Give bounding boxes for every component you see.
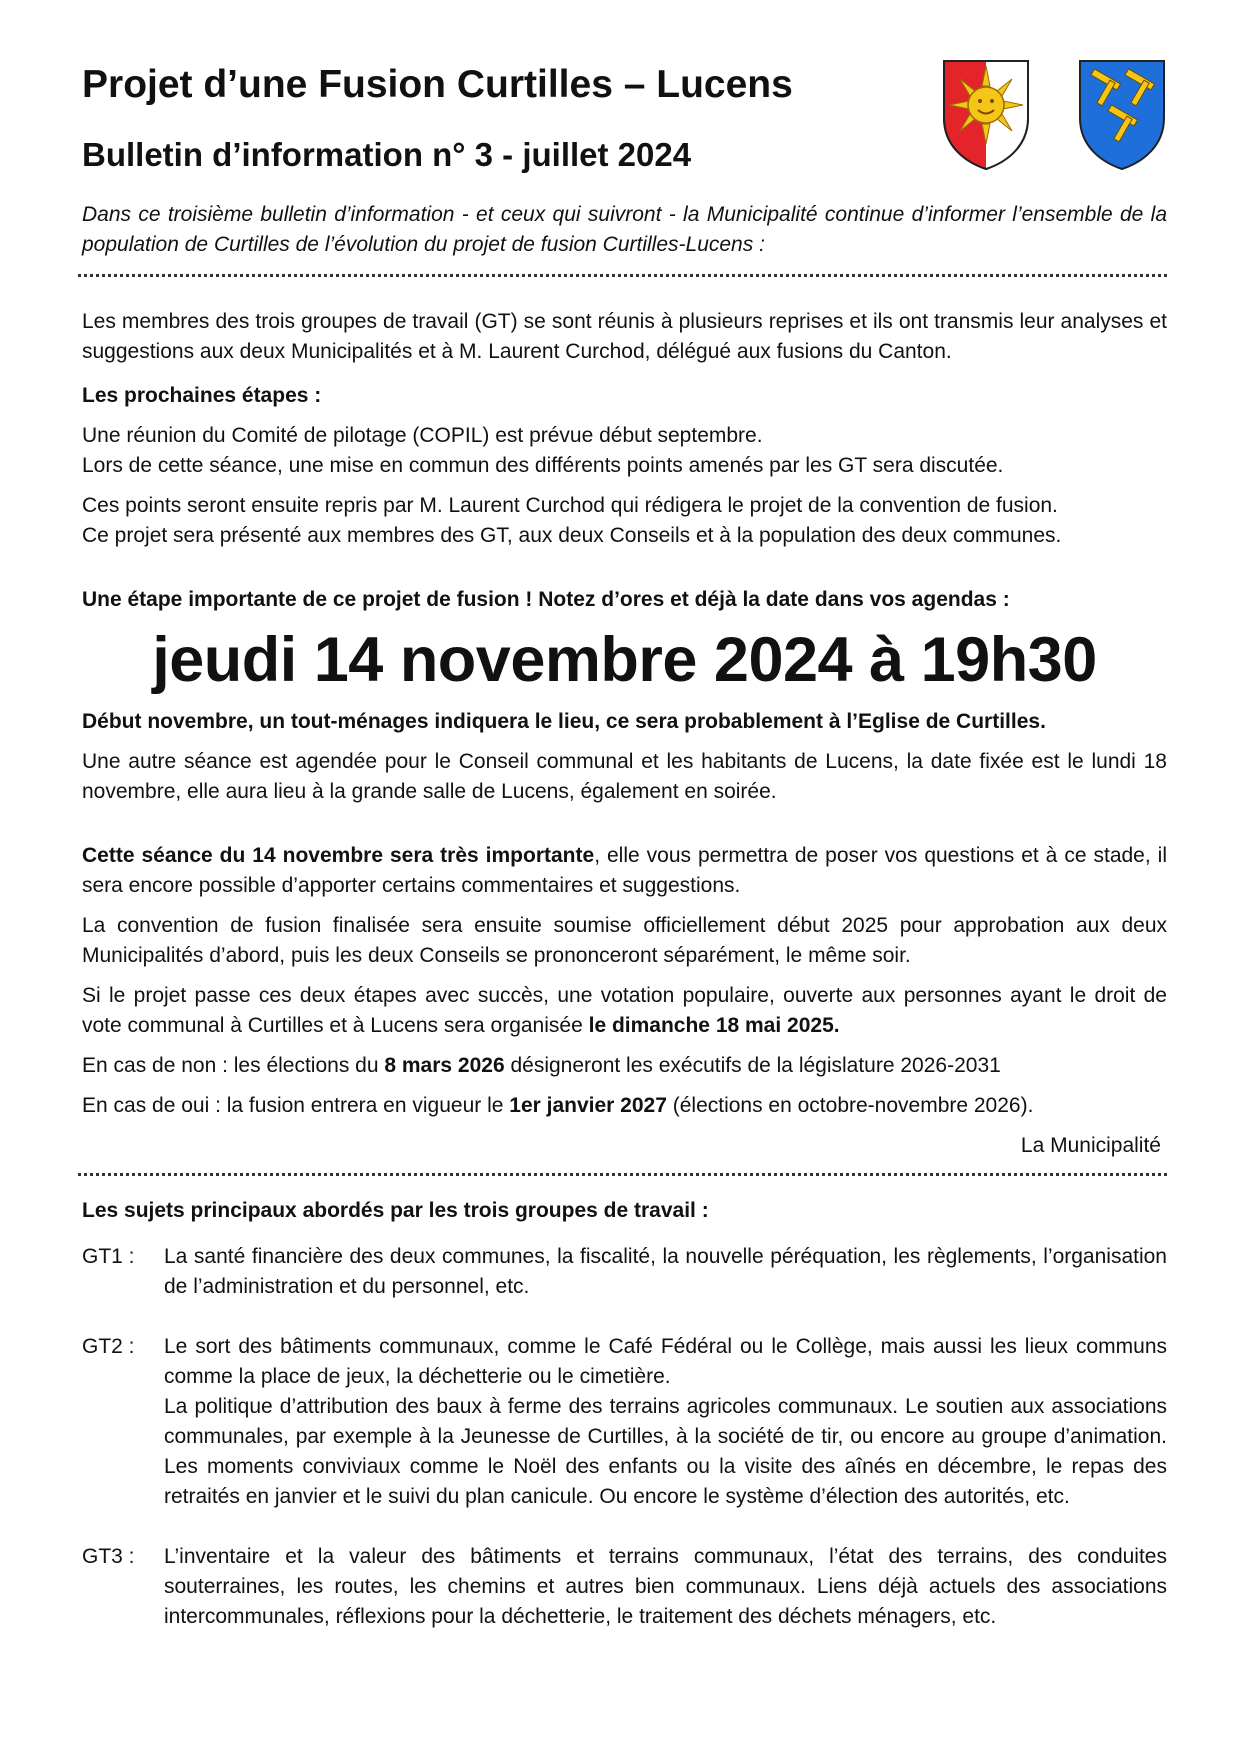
topic-gt1: [82, 1242, 1167, 1302]
topic-line: La politique d’attribution des baux à ferme des terrains agricoles communaux. Le soutien aux associations communales, par exemple à la Jeunesse de Curtilles, à la société de tir, ou encore au groupe d’animation. Les moments conviviaux comme le Noël des enfants ou la visite des aînés en décembre, le repas des retraités en janvier et le suivi du plan canicule. Ou encore le système d’élection des autorités, etc.: [164, 1394, 1167, 1508]
intro-paragraph: Dans ce troisième bulletin d’information - et ceux qui suivront - la Municipalité continue d’informer l’ensemble de la population de Curtilles de l’évolution du projet de fusion Curtilles-Lucens :: [82, 203, 1167, 257]
important-step-note: Une étape importante de ce projet de fusion ! Notez d’ores et déjà la date dans vos agendas :: [82, 588, 1010, 612]
topic-text: [164, 1542, 1167, 1632]
if-no-date: 8 mars 2026: [384, 1053, 505, 1077]
bulletin-page: [82, 52, 1167, 1632]
topic-line: Le sort des bâtiments communaux, comme le Café Fédéral ou le Collège, mais aussi les lieux communs comme la place de jeux, la déchetterie ou le cimetière.: [164, 1334, 1167, 1388]
topic-line: L’inventaire et la valeur des bâtiments et terrains communaux, l’état des terrains, des conduites souterraines, les routes, les chemins et autres bien communaux. Liens déjà actuels des associations intercommunales, réflexions pour la déchetterie, le traitement des déchets ménagers, etc.: [164, 1544, 1167, 1628]
if-yes-text-a: En cas de oui : la fusion entrera en vigueur le: [82, 1093, 510, 1117]
convention-line-2: Ce projet sera présenté aux membres des GT, aux deux Conseils et à la population des deux communes.: [82, 524, 1062, 548]
vote-text: Si le projet passe ces deux étapes avec succès, une votation populaire, ouverte aux personnes ayant le droit de vote communal à Curtilles et à Lucens sera organisée: [82, 983, 1167, 1037]
importance-bold: Cette séance du 14 novembre sera très importante: [82, 843, 595, 867]
paragraph-approval: La convention de fusion finalisée sera ensuite soumise officiellement début 2025 pour approbation aux deux Municipalités d’abord, puis les deux Conseils se prononceront séparément, le même soir.: [82, 913, 1167, 967]
topic-key: GT3 :: [82, 1544, 135, 1568]
copil-line-2: Lors de cette séance, une mise en commun des différents points amenés par les GT sera discutée.: [82, 454, 1004, 478]
big-date: jeudi 14 novembre 2024 à 19h30: [152, 625, 1097, 696]
topic-text: [164, 1242, 1167, 1302]
if-no-text-a: En cas de non : les élections du: [82, 1053, 385, 1077]
topic-text: [164, 1332, 1167, 1512]
paragraph-groups: Les membres des trois groupes de travail (GT) se sont réunis à plusieurs reprises et ils ont transmis leur analyses et suggestions aux deux Municipalités et à M. Laurent Curchod, délégué aux fusions du Canton.: [82, 310, 1167, 364]
lucens-hammers-crest-icon: [1077, 58, 1167, 172]
topic-gt3: [82, 1542, 1167, 1632]
paragraph-if-no: [82, 1051, 1167, 1081]
topic-key: GT2 :: [82, 1334, 135, 1358]
dotted-divider: [78, 1173, 1167, 1176]
paragraph-if-yes: [82, 1091, 1167, 1121]
topic-gt2: [82, 1332, 1167, 1512]
topic-key: GT1 :: [82, 1244, 135, 1268]
topics-heading: Les sujets principaux abordés par les trois groupes de travail :: [82, 1198, 709, 1222]
importance-rest: , elle vous permettra de poser vos questions et à ce stade, il sera encore possible d’apporter certains commentaires et suggestions.: [82, 843, 1168, 897]
location-note: Début novembre, un tout-ménages indiquera le lieu, ce sera probablement à l’Eglise de Curtilles.: [82, 709, 1046, 733]
next-steps-heading: Les prochaines étapes :: [82, 384, 322, 408]
if-yes-text-b: (élections en octobre-novembre 2026).: [666, 1093, 1034, 1117]
paragraph-convention: [82, 491, 1167, 551]
paragraph-lucens-session: Une autre séance est agendée pour le Conseil communal et les habitants de Lucens, la date fixée est le lundi 18 novembre, elle aura lieu à la grande salle de Lucens, également en soirée.: [82, 749, 1167, 803]
topic-line: La santé financière des deux communes, la fiscalité, la nouvelle péréquation, les règlements, l’organisation de l’administration et du personnel, etc.: [164, 1244, 1167, 1298]
paragraph-importance: [82, 841, 1167, 901]
bulletin-subtitle: Bulletin d’information n° 3 - juillet 2024: [82, 135, 692, 173]
signature: La Municipalité: [1020, 1133, 1161, 1157]
dotted-divider: [78, 274, 1167, 277]
crests: [941, 58, 1167, 172]
paragraph-vote: [82, 981, 1167, 1041]
paragraph-copil: [82, 421, 1167, 481]
copil-line-1: Une réunion du Comité de pilotage (COPIL) est prévue début septembre.: [82, 424, 763, 448]
if-yes-date: 1er janvier 2027: [509, 1093, 667, 1117]
page-title: Projet d’une Fusion Curtilles – Lucens: [82, 63, 793, 106]
curtilles-sun-crest-icon: [941, 58, 1031, 172]
vote-date: le dimanche 18 mai 2025.: [588, 1013, 840, 1037]
convention-line-1: Ces points seront ensuite repris par M. Laurent Curchod qui rédigera le projet de la convention de fusion.: [82, 494, 1058, 518]
if-no-text-b: désigneront les exécutifs de la législature 2026-2031: [504, 1053, 1001, 1077]
